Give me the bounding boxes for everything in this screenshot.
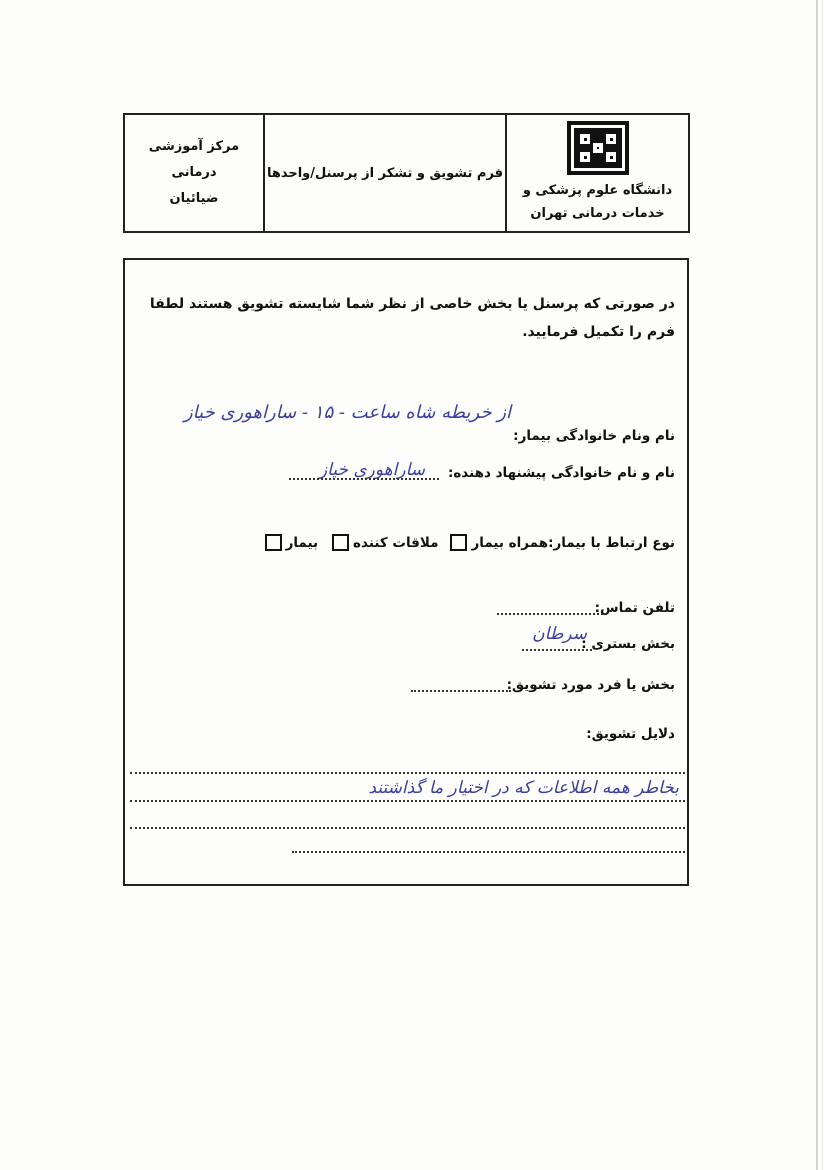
- reasons-line-4: [292, 851, 685, 853]
- relation-option-visitor: ملاقات کننده: [353, 534, 439, 551]
- relation-row: [261, 534, 675, 551]
- title-cell: [265, 115, 507, 231]
- relation-label: نوع ارتباط با بیمار:: [548, 534, 675, 551]
- phone-label: تلفن تماس:: [594, 600, 675, 616]
- relation-option-companion: همراه بیمار: [471, 534, 549, 551]
- patient-name-handwriting: از خریطه شاه ساعت - ۱۵ - ساراهوری خیاز: [183, 402, 511, 423]
- intro-text: در صورتی که پرسنل یا بخش خاصی از نظر شما شایسته تشویق هستند لطفا فرم را تکمیل فرمایید.: [149, 296, 675, 340]
- center-name-line2: ضیائیان: [169, 191, 219, 206]
- org-name-line2: خدمات درمانی تهران: [530, 206, 665, 221]
- org-name-line1: دانشگاه علوم پزشکی و: [522, 183, 673, 198]
- org-cell: [507, 115, 688, 231]
- suggester-dots: [289, 468, 439, 480]
- target-label: بخش یا فرد مورد تشویق:: [506, 677, 675, 693]
- relation-option-patient: بیمار: [285, 534, 319, 551]
- companion-checkbox[interactable]: [450, 534, 467, 551]
- university-logo-icon: [567, 121, 629, 175]
- reasons-label: دلایل تشویق:: [586, 726, 675, 742]
- reasons-line-3: [130, 827, 685, 829]
- ward-label: بخش بستری :: [581, 636, 675, 652]
- phone-dots: [497, 603, 607, 615]
- center-cell: [125, 115, 265, 231]
- ward-handwriting: سرطان: [532, 624, 587, 644]
- center-name-line1: مرکز آموزشی درمانی: [148, 139, 240, 180]
- suggester-handwriting: ساراهوری خیاز: [318, 460, 425, 480]
- reasons-line-1: [130, 772, 685, 774]
- scan-edge: [816, 0, 818, 1170]
- scan-edge-2: [822, 0, 823, 1170]
- visitor-checkbox[interactable]: [332, 534, 349, 551]
- patient-name-label: نام ونام خانوادگی بیمار:: [513, 428, 675, 444]
- patient-checkbox[interactable]: [265, 534, 282, 551]
- suggester-label: نام و نام خانوادگی پیشنهاد دهنده:: [447, 465, 675, 481]
- reasons-line-2: [130, 800, 685, 802]
- form-header: [123, 113, 690, 233]
- form-title: فرم تشویق و تشکر از پرسنل/واحدها: [266, 165, 504, 181]
- reasons-handwriting: بخاطر همه اطلاعات که در اختیار ما گذاشتند: [368, 778, 679, 798]
- ward-dots: [522, 639, 592, 651]
- target-dots: [411, 680, 511, 692]
- form-body: [123, 258, 689, 886]
